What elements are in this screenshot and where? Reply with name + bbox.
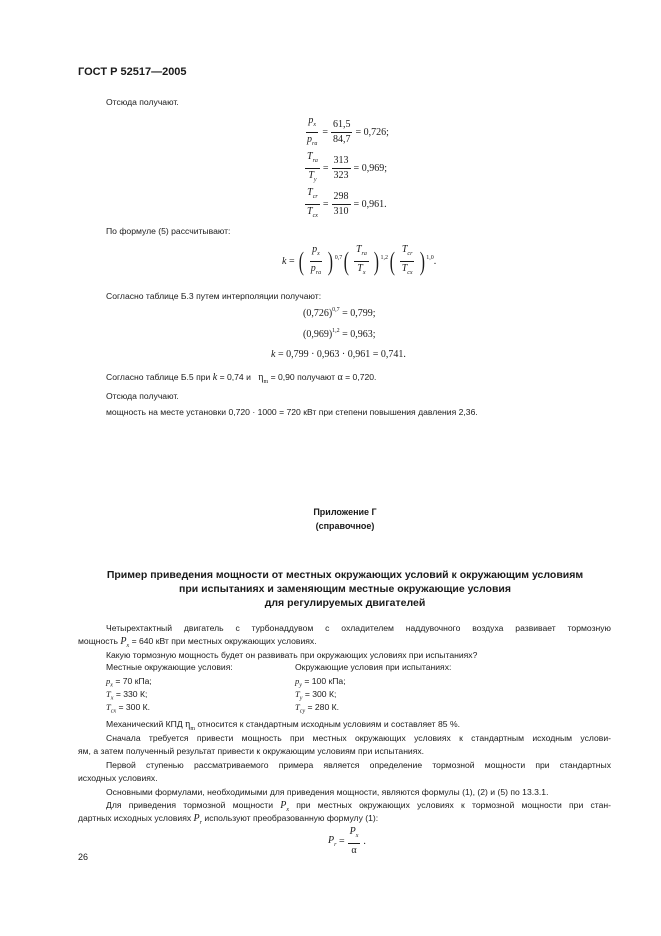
interp2-exp: 1,2 bbox=[332, 327, 340, 334]
eq3-num: 298 bbox=[332, 191, 351, 205]
p5-line-b: исходных условиях. bbox=[78, 773, 158, 783]
p5-line-a: Первой ступенью рассматриваемого примера является определение тормозной мощности при стандартных bbox=[106, 760, 611, 770]
interp2-result: = 0,963; bbox=[342, 329, 376, 340]
p1-text-c: = 640 кВт при местных окружающих условиях. bbox=[131, 636, 317, 646]
p7-text-a2: при местных окружающих условиях к тормозной мощности при стан- bbox=[296, 800, 612, 810]
eq1-den: 84,7 bbox=[332, 134, 351, 145]
p2-text: Какую тормозную мощность будет он развивать при окружающих условиях при испытаниях? bbox=[106, 650, 478, 660]
interp1-base: (0,726) bbox=[303, 308, 333, 319]
right-cond-1: $p_y = 100$ кПа; bbox=[295, 676, 346, 689]
b5-text-c: = 0,90 получают bbox=[270, 372, 336, 382]
p7-text-a1: Для приведения тормозной мощности bbox=[106, 800, 274, 810]
left-cond-3-val: = 300 К. bbox=[118, 702, 151, 712]
p7-text-b2: используют преобразованную формулу (1): bbox=[204, 813, 379, 823]
equation-px-pra: $\frac{p_x}{p_{ra}}$ = $\frac{61,5}{84,7}$ = 0,726; bbox=[307, 115, 389, 147]
eq3-result: 0,961. bbox=[361, 199, 387, 210]
appendix-title: Приложение Г bbox=[313, 507, 377, 517]
equation-tra-ty: $\frac{T_{ra}}{T_y}$ = $\frac{313}{323}$ = 0,969; bbox=[307, 151, 387, 183]
appendix-heading-line3: для регулируемых двигателей bbox=[264, 597, 426, 609]
interp-line-2 bbox=[303, 329, 376, 340]
p6-text: Основными формулами, необходимыми для приведения мощности, являются формулы (1), (2) и (5) по 13.3.1. bbox=[106, 787, 549, 797]
interp1-exp: 0,7 bbox=[332, 306, 340, 313]
k-result-line: k = 0,799 · 0,963 · 0,961 = 0,741. bbox=[271, 349, 406, 360]
left-cond-2: $T_x = 330$ К; bbox=[106, 689, 148, 702]
right-cond-1-val: = 100 кПа; bbox=[304, 676, 346, 686]
appendix-subtitle: (справочное) bbox=[315, 521, 375, 531]
col-right-title: Окружающие условия при испытаниях: bbox=[295, 662, 452, 672]
eq2-result: 0,969; bbox=[361, 163, 387, 174]
p7-line-b: дартных исходных условиях $P_r$ используют преобразованную формулу (1): bbox=[78, 813, 379, 826]
p4-line-b: ям, а затем полученный результат привести к окружающим условиям при испытаниях. bbox=[78, 746, 425, 756]
eq2-num: 313 bbox=[332, 155, 351, 169]
equation-k-formula: k = ( $\frac{p_x}{p_{ra}}$ ) $^{0,7}$ ( $\frac{T_{ra}}{T_x}$ ) $^{1,2}$ ( $\frac{T_{cr}}{T_{cx}}$ ) $^{1,0}$ . bbox=[282, 244, 437, 276]
left-cond-2-val: = 330 К; bbox=[115, 689, 148, 699]
p4-line-a: Сначала требуется привести мощность при местных окружающих условиях к стандартным исходным услови- bbox=[106, 733, 611, 743]
right-cond-2: $T_y = 300$ К; bbox=[295, 689, 337, 702]
b5-text-b: = 0,74 и bbox=[219, 372, 251, 382]
page-number: 26 bbox=[78, 852, 89, 862]
right-cond-3: $T_{cy} = 280$ К. bbox=[295, 702, 340, 715]
p3-text-a: Механический КПД bbox=[106, 719, 183, 729]
right-cond-2-val: = 300 К; bbox=[304, 689, 337, 699]
interp-line-1 bbox=[303, 308, 376, 319]
k-exp2: 1,2 bbox=[380, 254, 389, 261]
k-exp1: 0,7 bbox=[334, 254, 343, 261]
equation-tcr-tcx: $\frac{T_{cr}}{T_{cx}}$ = $\frac{298}{310}$ = 0,961. bbox=[307, 187, 387, 219]
left-cond-1: $p_x = 70$ кПа; bbox=[106, 676, 152, 689]
p7-line-a: Для приведения тормозной мощности $P_x$ при местных окружающих условиях к тормозной мощности при стан- bbox=[106, 800, 612, 813]
appendix-heading-line1: Пример приведения мощности от местных окружающих условий к окружающим условиям bbox=[106, 569, 584, 581]
eq1-result: 0,726; bbox=[363, 127, 389, 138]
eq2-den: 323 bbox=[333, 170, 349, 181]
p7-text-b1: дартных исходных условиях bbox=[78, 813, 192, 823]
intro-text: Отсюда получают. bbox=[106, 97, 179, 107]
interp2-base: (0,969) bbox=[303, 329, 333, 340]
col-left-title: Местные окружающие условия: bbox=[106, 662, 233, 672]
right-cond-3-val: = 280 К. bbox=[307, 702, 340, 712]
table-b3-intro: Согласно таблице Б.3 путем интерполяции получают: bbox=[106, 291, 322, 301]
b5-text-a: Согласно таблице Б.5 при bbox=[106, 372, 211, 382]
result-intro-text: Отсюда получают. bbox=[106, 391, 179, 401]
left-cond-1-val: = 70 кПа; bbox=[115, 676, 152, 686]
appendix-heading-line2: при испытаниях и заменяющим местные окружающие условия bbox=[178, 583, 511, 595]
k-result-text: = 0,799 · 0,963 · 0,961 = 0,741. bbox=[277, 349, 406, 360]
table-b5-line: Согласно таблице Б.5 при k = 0,74 и $\eta_m = 0,90$ получают α = 0,720. bbox=[106, 372, 377, 385]
interp1-result: = 0,799; bbox=[342, 308, 376, 319]
k-exp3: 1,0 bbox=[426, 254, 434, 261]
p1-line-a: Четырехтактный двигатель с турбонаддувом с охладителем наддувочного воздуха развивает тормозную bbox=[106, 623, 611, 633]
p1-line-b: мощность $P_x = 640$ кВт при местных окружающих условиях. bbox=[78, 636, 317, 649]
p1-text-b: мощность bbox=[78, 636, 118, 646]
eq1-num: 61,5 bbox=[331, 119, 353, 133]
left-cond-3: $T_{cx} = 300$ К. bbox=[106, 702, 151, 715]
b5-text-d: = 0,720. bbox=[345, 372, 377, 382]
equation-pr: $P_r$ = $\frac{P_x}{\alpha}$ . bbox=[328, 826, 366, 856]
p3-text-b: относится к стандартным исходным условиям и составляет 85 %. bbox=[197, 719, 460, 729]
result-text: мощность на месте установки 0,720 · 1000 = 720 кВт при степени повышения давления 2,36. bbox=[106, 407, 478, 417]
eq3-den: 310 bbox=[333, 206, 349, 217]
formula-intro-text: По формуле (5) рассчитывают: bbox=[106, 226, 231, 236]
p3-line: Механический КПД $\eta_m$ относится к стандартным исходным условиям и составляет 85 %. bbox=[106, 719, 460, 732]
page-header-title: ГОСТ Р 52517—2005 bbox=[78, 66, 187, 78]
